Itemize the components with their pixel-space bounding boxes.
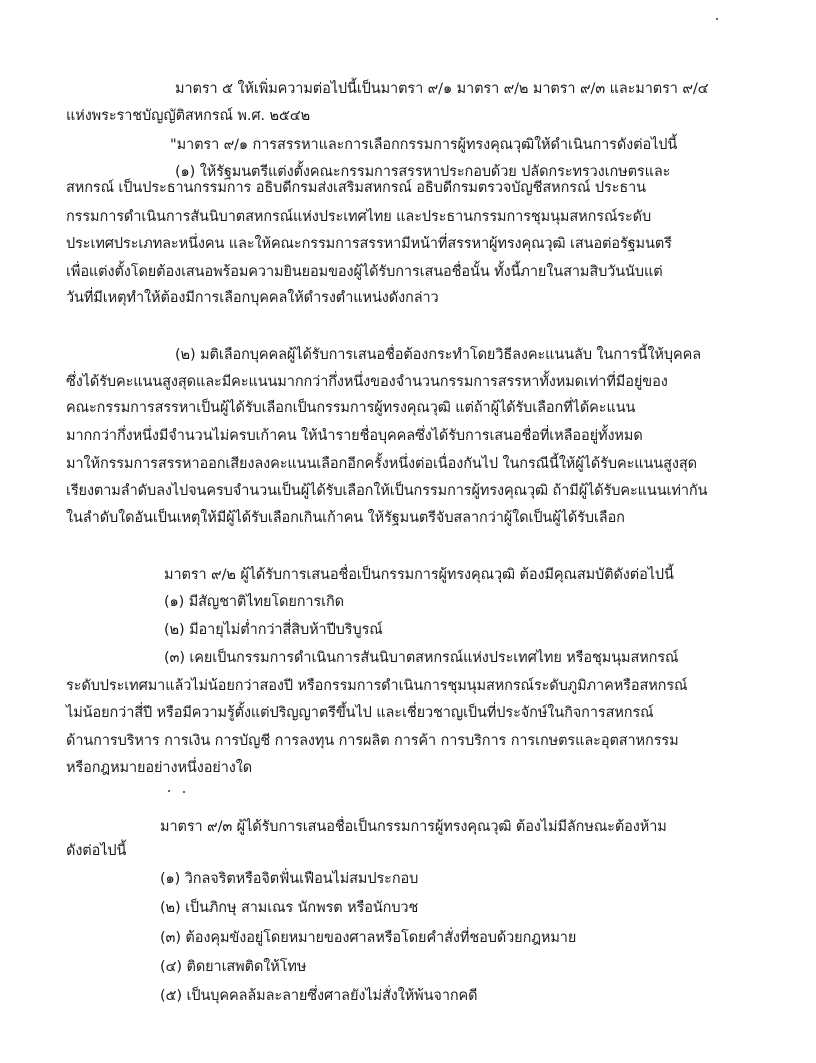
section9-3-heading: มาตรา ๙/๓ ผู้ได้รับการเสนอชื่อเป็นกรรมการผู้ทรงคุณวุฒิ ต้องไม่มีลักษณะต้องห้าม bbox=[160, 819, 667, 835]
section9-2-heading: มาตรา ๙/๒ ผู้ได้รับการเสนอชื่อเป็นกรรมการผู้ทรงคุณวุฒิ ต้องมีคุณสมบัติดังต่อไปนี้ bbox=[164, 567, 674, 583]
section9-1-item1-line: กรรมการดำเนินการสันนิบาตสหกรณ์แห่งประเทศไทย และประธานกรรมการชุมนุมสหกรณ์ระดับ bbox=[66, 209, 652, 225]
section9-1-item2-line: มากกว่ากึ่งหนึ่งมีจำนวนไม่ครบเก้าคน ให้นำรายชื่อบุคคลซึ่งได้รับการเสนอชื่อที่เหลืออยู่ทั้งหมด bbox=[66, 428, 643, 444]
section9-3-item: (๓) ต้องคุมขังอยู่โดยหมายของศาลหรือโดยคำสั่งที่ชอบด้วยกฎหมาย bbox=[160, 930, 577, 946]
section9-3-item: (๔) ติดยาเสพติดให้โทษ bbox=[160, 959, 307, 975]
section9-1-heading: "มาตรา ๙/๑ การสรรหาและการเลือกกรรมการผู้ทรงคุณวุฒิให้ดำเนินการดังต่อไปนี้ bbox=[170, 137, 678, 153]
scan-speck bbox=[168, 790, 170, 792]
section9-1-item1-line: สหกรณ์ เป็นประธานกรรมการ อธิบดีกรมส่งเสริมสหกรณ์ อธิบดีกรมตรวจบัญชีสหกรณ์ ประธาน bbox=[66, 180, 646, 196]
section9-3-heading-cont: ดังต่อไปนี้ bbox=[66, 843, 127, 859]
section9-1-item1-line: ประเทศประเภทละหนึ่งคน และให้คณะกรรมการสรรหามีหน้าที่สรรหาผู้ทรงคุณวุฒิ เสนอต่อรัฐมนตรี bbox=[66, 236, 672, 252]
section9-2-item3-line: หรือกฎหมายอย่างหนึ่งอย่างใด bbox=[66, 760, 253, 776]
section9-1-item2-line: คณะกรรมการสรรหาเป็นผู้ได้รับเลือกเป็นกรรมการผู้ทรงคุณวุฒิ แต่ถ้าผู้ได้รับเลือกที่ได้คะแนน bbox=[66, 400, 636, 416]
section9-1-item1-line: (๑) ให้รัฐมนตรีแต่งตั้งคณะกรรมการสรรหาประกอบด้วย ปลัดกระทรวงเกษตรและ bbox=[175, 164, 671, 180]
section9-3-item: (๕) เป็นบุคคลล้มละลายซึ่งศาลยังไม่สั่งให้พ้นจากคดี bbox=[160, 988, 478, 1004]
section9-2-item3-line: ไม่น้อยกว่าสี่ปี หรือมีความรู้ตั้งแต่ปริญญาตรีขึ้นไป และเชี่ยวชาญเป็นที่ประจักษ์ในกิจการสหกรณ์ bbox=[66, 705, 654, 721]
scan-speck bbox=[716, 18, 718, 20]
section9-1-item2-line: (๒) มติเลือกบุคคลผู้ได้รับการเสนอชื่อต้องกระทำโดยวิธีลงคะแนนลับ ในการนี้ให้บุคคล bbox=[175, 347, 701, 363]
section9-3-item: (๑) วิกลจริตหรือจิตฟั่นเฟือนไม่สมประกอบ bbox=[160, 871, 419, 887]
section5-line2: แห่งพระราชบัญญัติสหกรณ์ พ.ศ. ๒๕๔๒ bbox=[66, 108, 311, 124]
section9-2-item3-line: ด้านการบริหาร การเงิน การบัญชี การลงทุน การผลิต การค้า การบริการ การเกษตรและอุตสาหกรรม bbox=[66, 733, 679, 749]
section9-2-item1: (๑) มีสัญชาติไทยโดยการเกิด bbox=[164, 594, 344, 610]
section9-2-item3-line: (๓) เคยเป็นกรรมการดำเนินการสันนิบาตสหกรณ์แห่งประเทศไทย หรือชุมนุมสหกรณ์ bbox=[164, 650, 679, 666]
section5-line1: มาตรา ๕ ให้เพิ่มความต่อไปนี้เป็นมาตรา ๙/๑ มาตรา ๙/๒ มาตรา ๙/๓ และมาตรา ๙/๔ bbox=[175, 81, 709, 97]
section9-1-item2-line: ในลำดับใดอันเป็นเหตุให้มีผู้ได้รับเลือกเกินเก้าคน ให้รัฐมนตรีจับสลากว่าผู้ใดเป็นผู้ได้รับเลือก bbox=[66, 510, 625, 526]
section9-2-item3-line: ระดับประเทศมาแล้วไม่น้อยกว่าสองปี หรือกรรมการดำเนินการชุมนุมสหกรณ์ระดับภูมิภาคหรือสหกรณ์ bbox=[66, 678, 688, 694]
section9-3-item: (๒) เป็นภิกษุ สามเณร นักพรต หรือนักบวช bbox=[160, 900, 419, 916]
section9-1-item2-line: มาให้กรรมการสรรหาออกเสียงลงคะแนนเลือกอีกครั้งหนึ่งต่อเนื่องกันไป ในกรณีนี้ให้ผู้ได้รับคะแนนสูงสุด bbox=[66, 456, 697, 472]
section9-2-item2: (๒) มีอายุไม่ต่ำกว่าสี่สิบห้าปีบริบูรณ์ bbox=[164, 622, 383, 638]
section9-1-item2-line: เรียงตามลำดับลงไปจนครบจำนวนเป็นผู้ได้รับเลือกให้เป็นกรรมการผู้ทรงคุณวุฒิ ถ้ามีผู้ได้รับคะแนนเท่ากัน bbox=[66, 483, 708, 499]
section9-1-item2-line: ซึ่งได้รับคะแนนสูงสุดและมีคะแนนมากกว่ากึ่งหนึ่งของจำนวนกรรมการสรรหาทั้งหมดเท่าที่มีอยู่ของ bbox=[66, 374, 668, 390]
section9-1-item1-line: วันที่มีเหตุทำให้ต้องมีการเลือกบุคคลให้ดำรงตำแหน่งดังกล่าว bbox=[66, 290, 439, 306]
scan-speck bbox=[183, 791, 185, 793]
section9-1-item1-line: เพื่อแต่งตั้งโดยต้องเสนอพร้อมความยินยอมของผู้ได้รับการเสนอชื่อนั้น ทั้งนี้ภายในสามสิบวันนับแต่ bbox=[66, 264, 663, 280]
